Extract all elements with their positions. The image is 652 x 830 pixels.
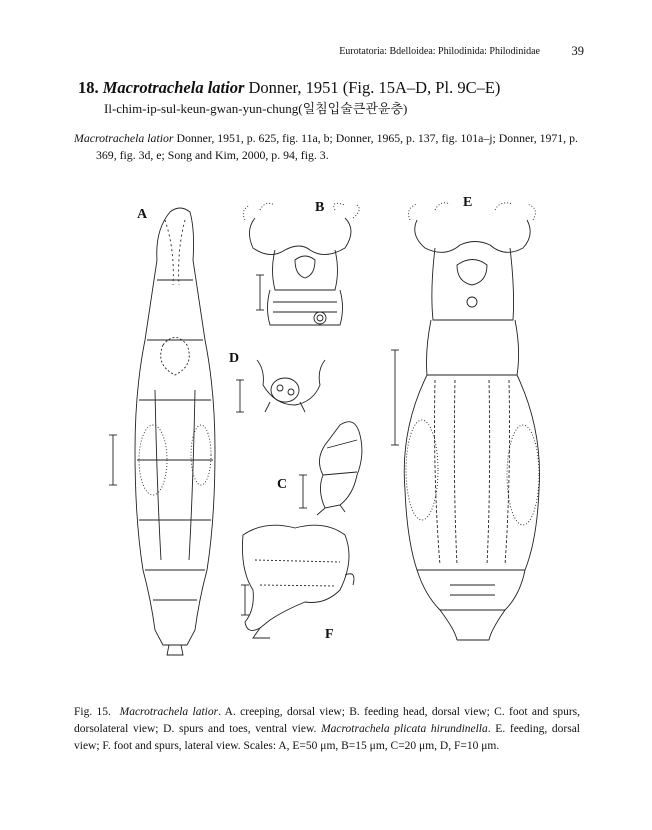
figure-reference: (Fig. 15A–D, Pl. 9C–E) bbox=[342, 78, 501, 97]
synonymy-taxon: Macrotrachela latior bbox=[74, 131, 174, 145]
species-name: Macrotrachela latior bbox=[102, 78, 245, 97]
caption-part-2: . E. feeding, dorsal view; F. foot and spurs, lateral view. Scales: A, E=50 μm, B=15 μm, C=20 μm, D, F=10 μm. bbox=[74, 723, 581, 752]
figure-15 bbox=[95, 190, 565, 670]
species-number: 18. bbox=[78, 78, 99, 97]
panel-label-a: A bbox=[137, 207, 148, 222]
running-head bbox=[0, 46, 652, 62]
korean-hangul: (일침입술큰관윤충) bbox=[298, 101, 408, 116]
species-title bbox=[78, 78, 500, 98]
running-head-path: Eurotatoria: Bdelloidea: Philodinida: Philodinidae bbox=[339, 46, 540, 57]
panel-label-b: B bbox=[315, 200, 325, 215]
korean-romanized: Il-chim-ip-sul-keun-gwan-yun-chung bbox=[104, 101, 299, 116]
drawing-f bbox=[242, 525, 354, 638]
panel-label-f: F bbox=[325, 627, 334, 642]
species-author: Donner, 1951 bbox=[248, 78, 339, 97]
synonymy bbox=[74, 130, 584, 164]
panel-label-e: E bbox=[463, 195, 473, 210]
panel-label-c: C bbox=[277, 477, 288, 492]
figure-caption bbox=[74, 704, 580, 755]
drawing-a bbox=[135, 208, 215, 655]
caption-taxon-1: Macrotrachela latior bbox=[119, 706, 219, 718]
page-number: 39 bbox=[571, 44, 584, 58]
korean-name bbox=[104, 98, 407, 117]
panel-label-d: D bbox=[229, 351, 240, 366]
rotifer-illustrations bbox=[95, 190, 565, 670]
drawing-e bbox=[404, 203, 539, 640]
drawing-b bbox=[243, 203, 359, 325]
caption-taxon-2: Macrotrachela plicata hirundinella bbox=[321, 723, 488, 735]
drawing-c bbox=[317, 422, 362, 515]
synonymy-text: Donner, 1951, p. 625, fig. 11a, b; Donner, 1965, p. 137, fig. 101a–j; Donner, 1971, p. 369, fig. 3d, e; Song and Kim, 2000, p. 94, fig. 3. bbox=[96, 131, 578, 162]
caption-part-1: . A. creeping, dorsal view; B. feeding head, dorsal view; C. foot and spurs, dorsolateral view; D. spurs and toes, ventral view. bbox=[74, 706, 581, 735]
drawing-d bbox=[257, 360, 325, 412]
caption-lead: Fig. 15. bbox=[74, 706, 111, 718]
